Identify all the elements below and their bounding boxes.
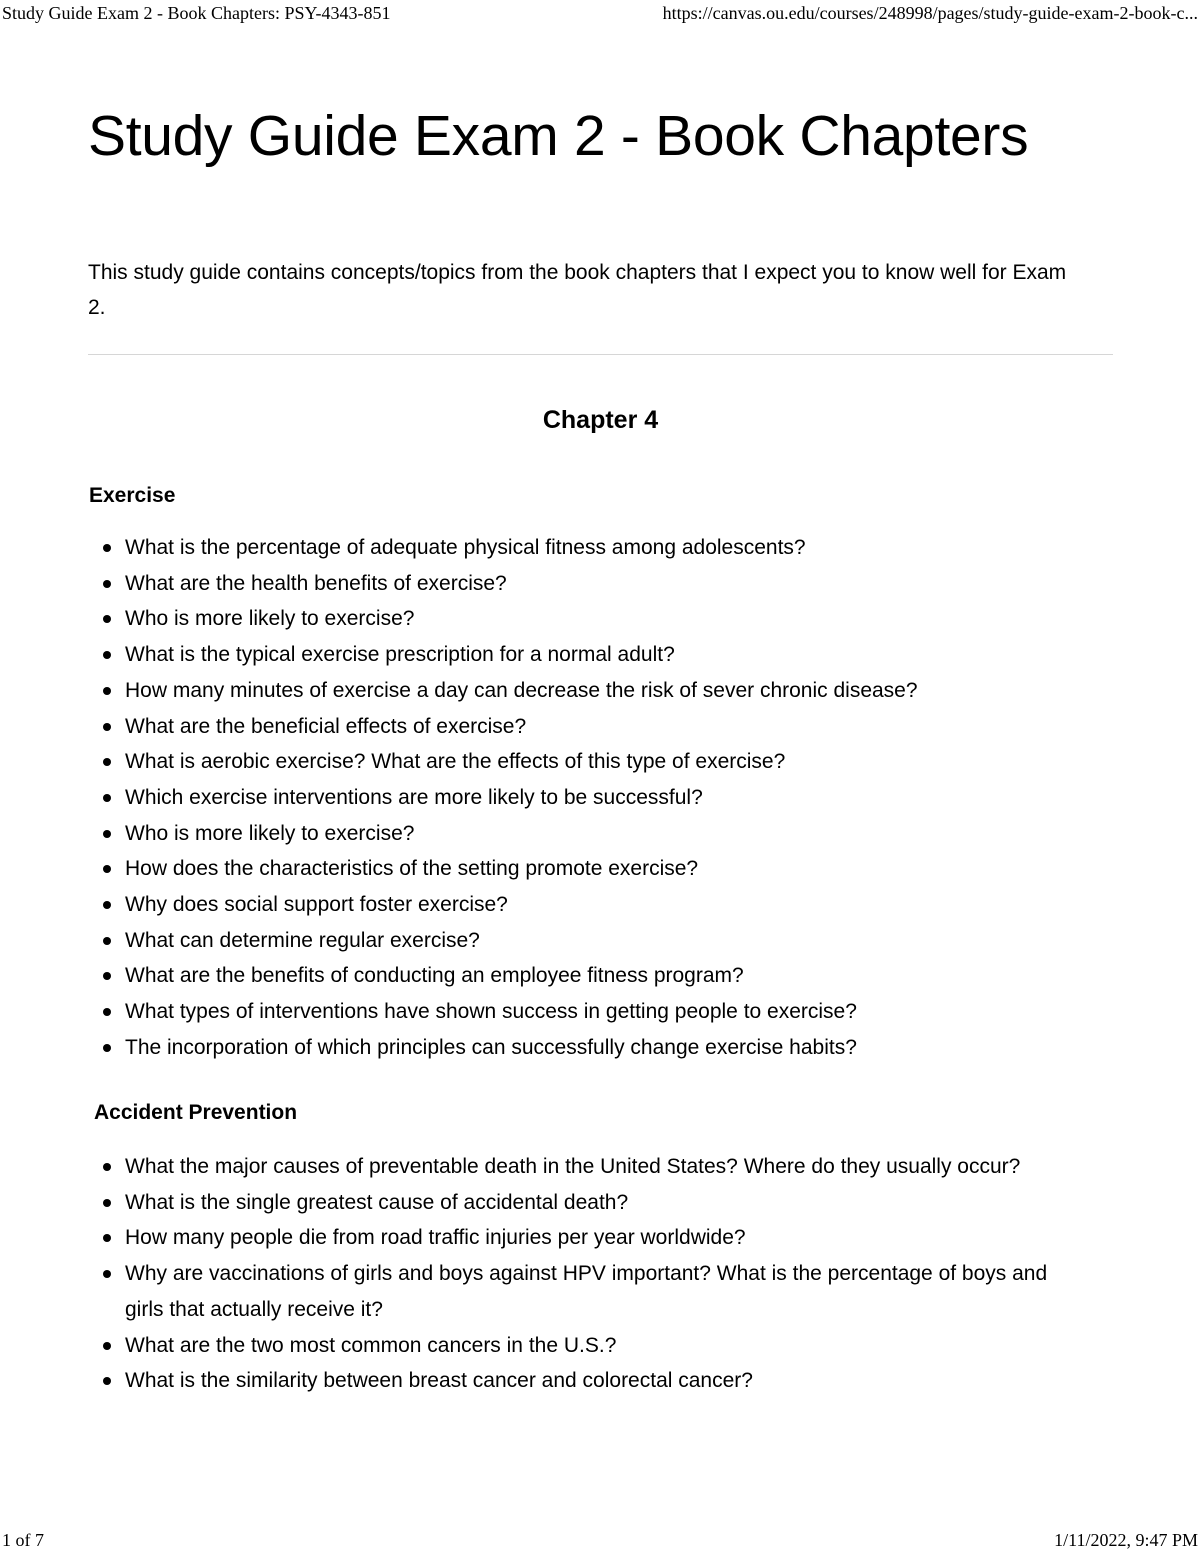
print-header-url: https://canvas.ou.edu/courses/248998/pages/study-guide-exam-2-book-c... [662,3,1198,23]
question-text: What are the health benefits of exercise? [125,571,507,595]
question-list-item [88,566,1060,602]
bullet-icon [103,687,111,695]
question-list-item [88,1256,1060,1327]
bullet-icon [103,830,111,838]
question-text: What can determine regular exercise? [125,928,480,952]
question-text: What are the benefits of conducting an employee fitness program? [125,964,744,988]
question-list-item [88,994,1060,1030]
question-list-item [88,637,1060,673]
bullet-icon [103,937,111,945]
question-text: What is aerobic exercise? What are the effects of this type of exercise? [125,750,786,774]
question-text: What is the percentage of adequate physical fitness among adolescents? [125,536,806,559]
bullet-icon [103,1234,111,1242]
question-list-item [88,530,1060,566]
question-list-item [88,601,1060,637]
question-text: What types of interventions have shown success in getting people to exercise? [125,1000,857,1024]
question-list-item [88,816,1060,852]
page-title: Study Guide Exam 2 - Book Chapters [88,104,1029,168]
print-datetime: 1/11/2022, 9:47 PM [1054,1530,1198,1550]
question-text: Why are vaccinations of girls and boys against HPV important? What is the percentage of boys and girls that actually receive it? [125,1262,1048,1321]
question-list-item [88,923,1060,959]
bullet-icon [103,901,111,909]
page-count: 1 of 7 [2,1530,44,1550]
print-header-page-title: Study Guide Exam 2 - Book Chapters: PSY-4343-851 [2,3,391,23]
question-list-item [88,673,1060,709]
question-list-item [88,780,1060,816]
question-list-item [88,1030,1060,1066]
bullet-icon [103,615,111,623]
question-text: Why does social support foster exercise? [125,893,508,917]
print-footer [0,1528,1200,1553]
accident-prevention-question-list [88,1149,1088,1399]
divider [88,354,1113,355]
question-list-item [88,744,1060,780]
question-text: Which exercise interventions are more likely to be successful? [125,785,703,809]
bullet-icon [103,1342,111,1350]
question-list-item [88,1149,1060,1185]
exercise-question-list [88,530,1088,1066]
question-text: What the major causes of preventable death in the United States? Where do they usually occur? [125,1155,1021,1178]
chapter-heading: Chapter 4 [542,406,659,434]
question-list-item [88,958,1060,994]
bullet-icon [103,972,111,980]
bullet-icon [103,1008,111,1016]
bullet-icon [103,1199,111,1207]
section-heading-exercise: Exercise [89,484,176,507]
question-text: Who is more likely to exercise? [125,607,415,631]
question-text: How many people die from road traffic injuries per year worldwide? [125,1226,746,1250]
question-list-item [88,709,1060,745]
intro-paragraph: This study guide contains concepts/topics from the book chapters that I expect you to know well for Exam 2. [88,261,1067,319]
bullet-icon [103,1044,111,1052]
bullet-icon [103,1270,111,1278]
question-list-item [88,1220,1060,1256]
bullet-icon [103,544,111,552]
question-list-item [88,1328,1060,1364]
section-heading-accident-prevention: Accident Prevention [94,1101,298,1124]
bullet-icon [103,580,111,588]
bullet-icon [103,865,111,873]
question-text: The incorporation of which principles can successfully change exercise habits? [125,1035,857,1059]
bullet-icon [103,1377,111,1385]
bullet-icon [103,758,111,766]
question-text: How many minutes of exercise a day can decrease the risk of sever chronic disease? [125,678,918,702]
bullet-icon [103,1163,111,1171]
print-header [0,0,1200,26]
question-text: Who is more likely to exercise? [125,821,415,845]
question-text: What are the two most common cancers in the U.S.? [125,1333,617,1357]
question-text: What is the typical exercise prescription for a normal adult? [125,643,675,667]
question-list-item [88,1363,1060,1399]
bullet-icon [103,651,111,659]
bullet-icon [103,723,111,731]
question-text: How does the characteristics of the setting promote exercise? [125,857,699,881]
question-text: What is the single greatest cause of accidental death? [125,1190,629,1214]
question-list-item [88,851,1060,887]
question-text: What are the beneficial effects of exercise? [125,714,527,738]
question-list-item [88,1185,1060,1221]
bullet-icon [103,794,111,802]
question-list-item [88,887,1060,923]
question-text: What is the similarity between breast cancer and colorectal cancer? [125,1369,753,1393]
